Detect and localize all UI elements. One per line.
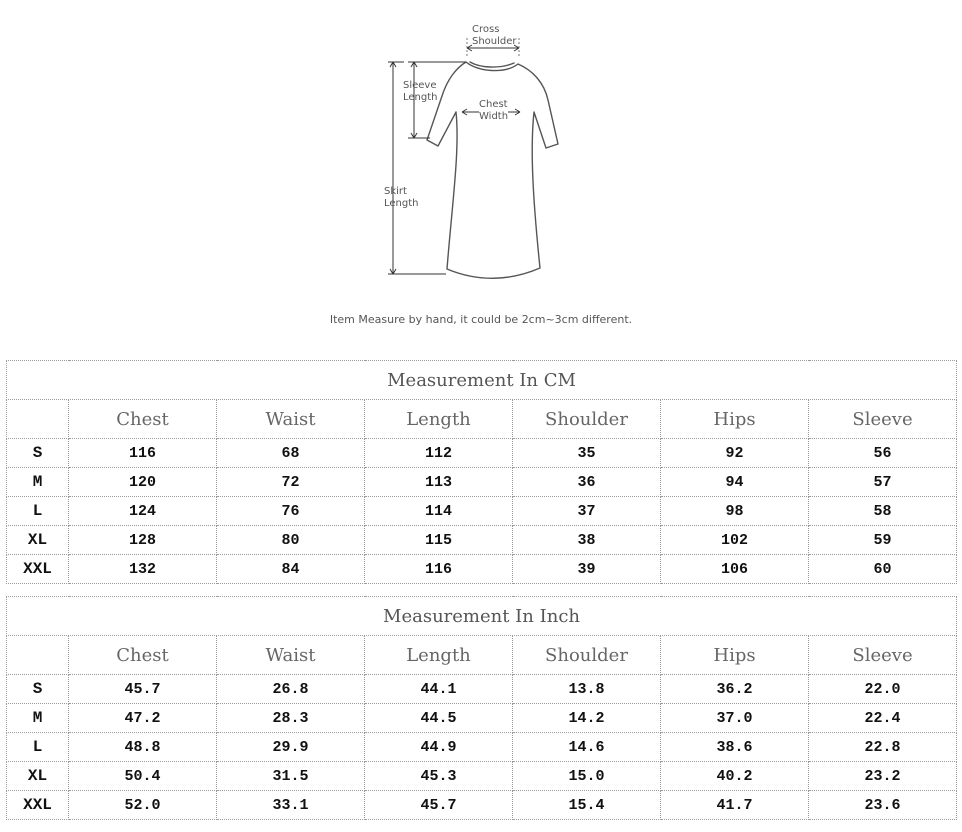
- size-label: M: [7, 704, 69, 733]
- table-cell: 52.0: [69, 791, 217, 820]
- size-label: L: [7, 733, 69, 762]
- table-row: [7, 791, 957, 820]
- column-header: Sleeve: [809, 400, 957, 439]
- size-label: XL: [7, 526, 69, 555]
- table-cell: 22.0: [809, 675, 957, 704]
- table-cell: 94: [661, 468, 809, 497]
- table-cell: 45.7: [69, 675, 217, 704]
- table-cell: 58: [809, 497, 957, 526]
- table-row: [7, 555, 957, 584]
- size-table-cm: [6, 360, 957, 584]
- column-header: Waist: [217, 400, 365, 439]
- table-cell: 113: [365, 468, 513, 497]
- size-label: M: [7, 468, 69, 497]
- table-row: [7, 762, 957, 791]
- table-row: [7, 675, 957, 704]
- table-cell: 45.7: [365, 791, 513, 820]
- chest-width-label-line1: Chest: [479, 99, 508, 110]
- table-cell: 80: [217, 526, 365, 555]
- table-cell: 28.3: [217, 704, 365, 733]
- table-cell: 38: [513, 526, 661, 555]
- column-header: Length: [365, 636, 513, 675]
- table-cell: 124: [69, 497, 217, 526]
- table-cell: 14.2: [513, 704, 661, 733]
- table-row: [7, 497, 957, 526]
- column-header: Chest: [69, 400, 217, 439]
- size-label: L: [7, 497, 69, 526]
- table-cell: 22.8: [809, 733, 957, 762]
- cross-shoulder-label: [472, 24, 517, 48]
- table-cell: 132: [69, 555, 217, 584]
- table-cell: 44.9: [365, 733, 513, 762]
- column-header: Shoulder: [513, 636, 661, 675]
- table-row: [7, 733, 957, 762]
- table-caption-row: [7, 361, 957, 400]
- column-header: Hips: [661, 400, 809, 439]
- table-cell: 40.2: [661, 762, 809, 791]
- table-cell: 84: [217, 555, 365, 584]
- table-cell: 22.4: [809, 704, 957, 733]
- table-cell: 120: [69, 468, 217, 497]
- table-cell: 23.2: [809, 762, 957, 791]
- table-header-row: [7, 400, 957, 439]
- table-header-row: [7, 636, 957, 675]
- size-label: XXL: [7, 791, 69, 820]
- skirt-length-label-line2: Length: [384, 198, 419, 209]
- chest-width-label: [479, 99, 508, 123]
- table-cell: 14.6: [513, 733, 661, 762]
- table-cell: 114: [365, 497, 513, 526]
- skirt-length-label-line1: Skirt: [384, 186, 407, 197]
- table-cell: 59: [809, 526, 957, 555]
- table-cell: 56: [809, 439, 957, 468]
- table-cell: 47.2: [69, 704, 217, 733]
- size-label: S: [7, 675, 69, 704]
- table-cell: 50.4: [69, 762, 217, 791]
- size-label: XL: [7, 762, 69, 791]
- table-cell: 15.4: [513, 791, 661, 820]
- table-cell: 115: [365, 526, 513, 555]
- sleeve-length-label-line1: Sleeve: [403, 80, 437, 91]
- cross-shoulder-label-line2: Shoulder: [472, 36, 517, 47]
- column-header: [7, 400, 69, 439]
- column-header: Length: [365, 400, 513, 439]
- table-cell: 33.1: [217, 791, 365, 820]
- table-cell: 37.0: [661, 704, 809, 733]
- table-cell: 36.2: [661, 675, 809, 704]
- table-cell: 72: [217, 468, 365, 497]
- table-cell: 31.5: [217, 762, 365, 791]
- table-cell: 15.0: [513, 762, 661, 791]
- table-cell: 44.5: [365, 704, 513, 733]
- sleeve-length-label-line2: Length: [403, 92, 438, 103]
- table-row: [7, 526, 957, 555]
- table-cell: 112: [365, 439, 513, 468]
- table-cell: 23.6: [809, 791, 957, 820]
- column-header: Sleeve: [809, 636, 957, 675]
- sleeve-length-label: [403, 80, 438, 104]
- column-header: Chest: [69, 636, 217, 675]
- table-cell: 128: [69, 526, 217, 555]
- table-caption: Measurement In CM: [7, 361, 957, 400]
- table-cell: 102: [661, 526, 809, 555]
- dress-outline-icon: [0, 0, 962, 340]
- table-cell: 76: [217, 497, 365, 526]
- table-row: [7, 704, 957, 733]
- table-cell: 92: [661, 439, 809, 468]
- table-cell: 13.8: [513, 675, 661, 704]
- table-cell: 48.8: [69, 733, 217, 762]
- table-row: [7, 439, 957, 468]
- measure-note: Item Measure by hand, it could be 2cm~3cm different.: [329, 313, 633, 326]
- table-cell: 35: [513, 439, 661, 468]
- table-caption: Measurement In Inch: [7, 597, 957, 636]
- table-cell: 116: [365, 555, 513, 584]
- measurement-diagram: [0, 0, 962, 340]
- table-cell: 36: [513, 468, 661, 497]
- column-header: [7, 636, 69, 675]
- table-cell: 37: [513, 497, 661, 526]
- table-cell: 29.9: [217, 733, 365, 762]
- skirt-length-label: [384, 186, 419, 210]
- size-label: S: [7, 439, 69, 468]
- column-header: Shoulder: [513, 400, 661, 439]
- table-cell: 106: [661, 555, 809, 584]
- table-caption-row: [7, 597, 957, 636]
- table-cell: 45.3: [365, 762, 513, 791]
- size-label: XXL: [7, 555, 69, 584]
- table-cell: 60: [809, 555, 957, 584]
- table-cell: 38.6: [661, 733, 809, 762]
- table-cell: 57: [809, 468, 957, 497]
- column-header: Waist: [217, 636, 365, 675]
- table-cell: 68: [217, 439, 365, 468]
- column-header: Hips: [661, 636, 809, 675]
- size-table-inch: [6, 596, 957, 820]
- chest-width-label-line2: Width: [479, 111, 509, 122]
- table-cell: 41.7: [661, 791, 809, 820]
- table-cell: 44.1: [365, 675, 513, 704]
- table-cell: 39: [513, 555, 661, 584]
- table-cell: 116: [69, 439, 217, 468]
- table-row: [7, 468, 957, 497]
- table-cell: 98: [661, 497, 809, 526]
- table-cell: 26.8: [217, 675, 365, 704]
- cross-shoulder-label-line1: Cross: [472, 24, 500, 35]
